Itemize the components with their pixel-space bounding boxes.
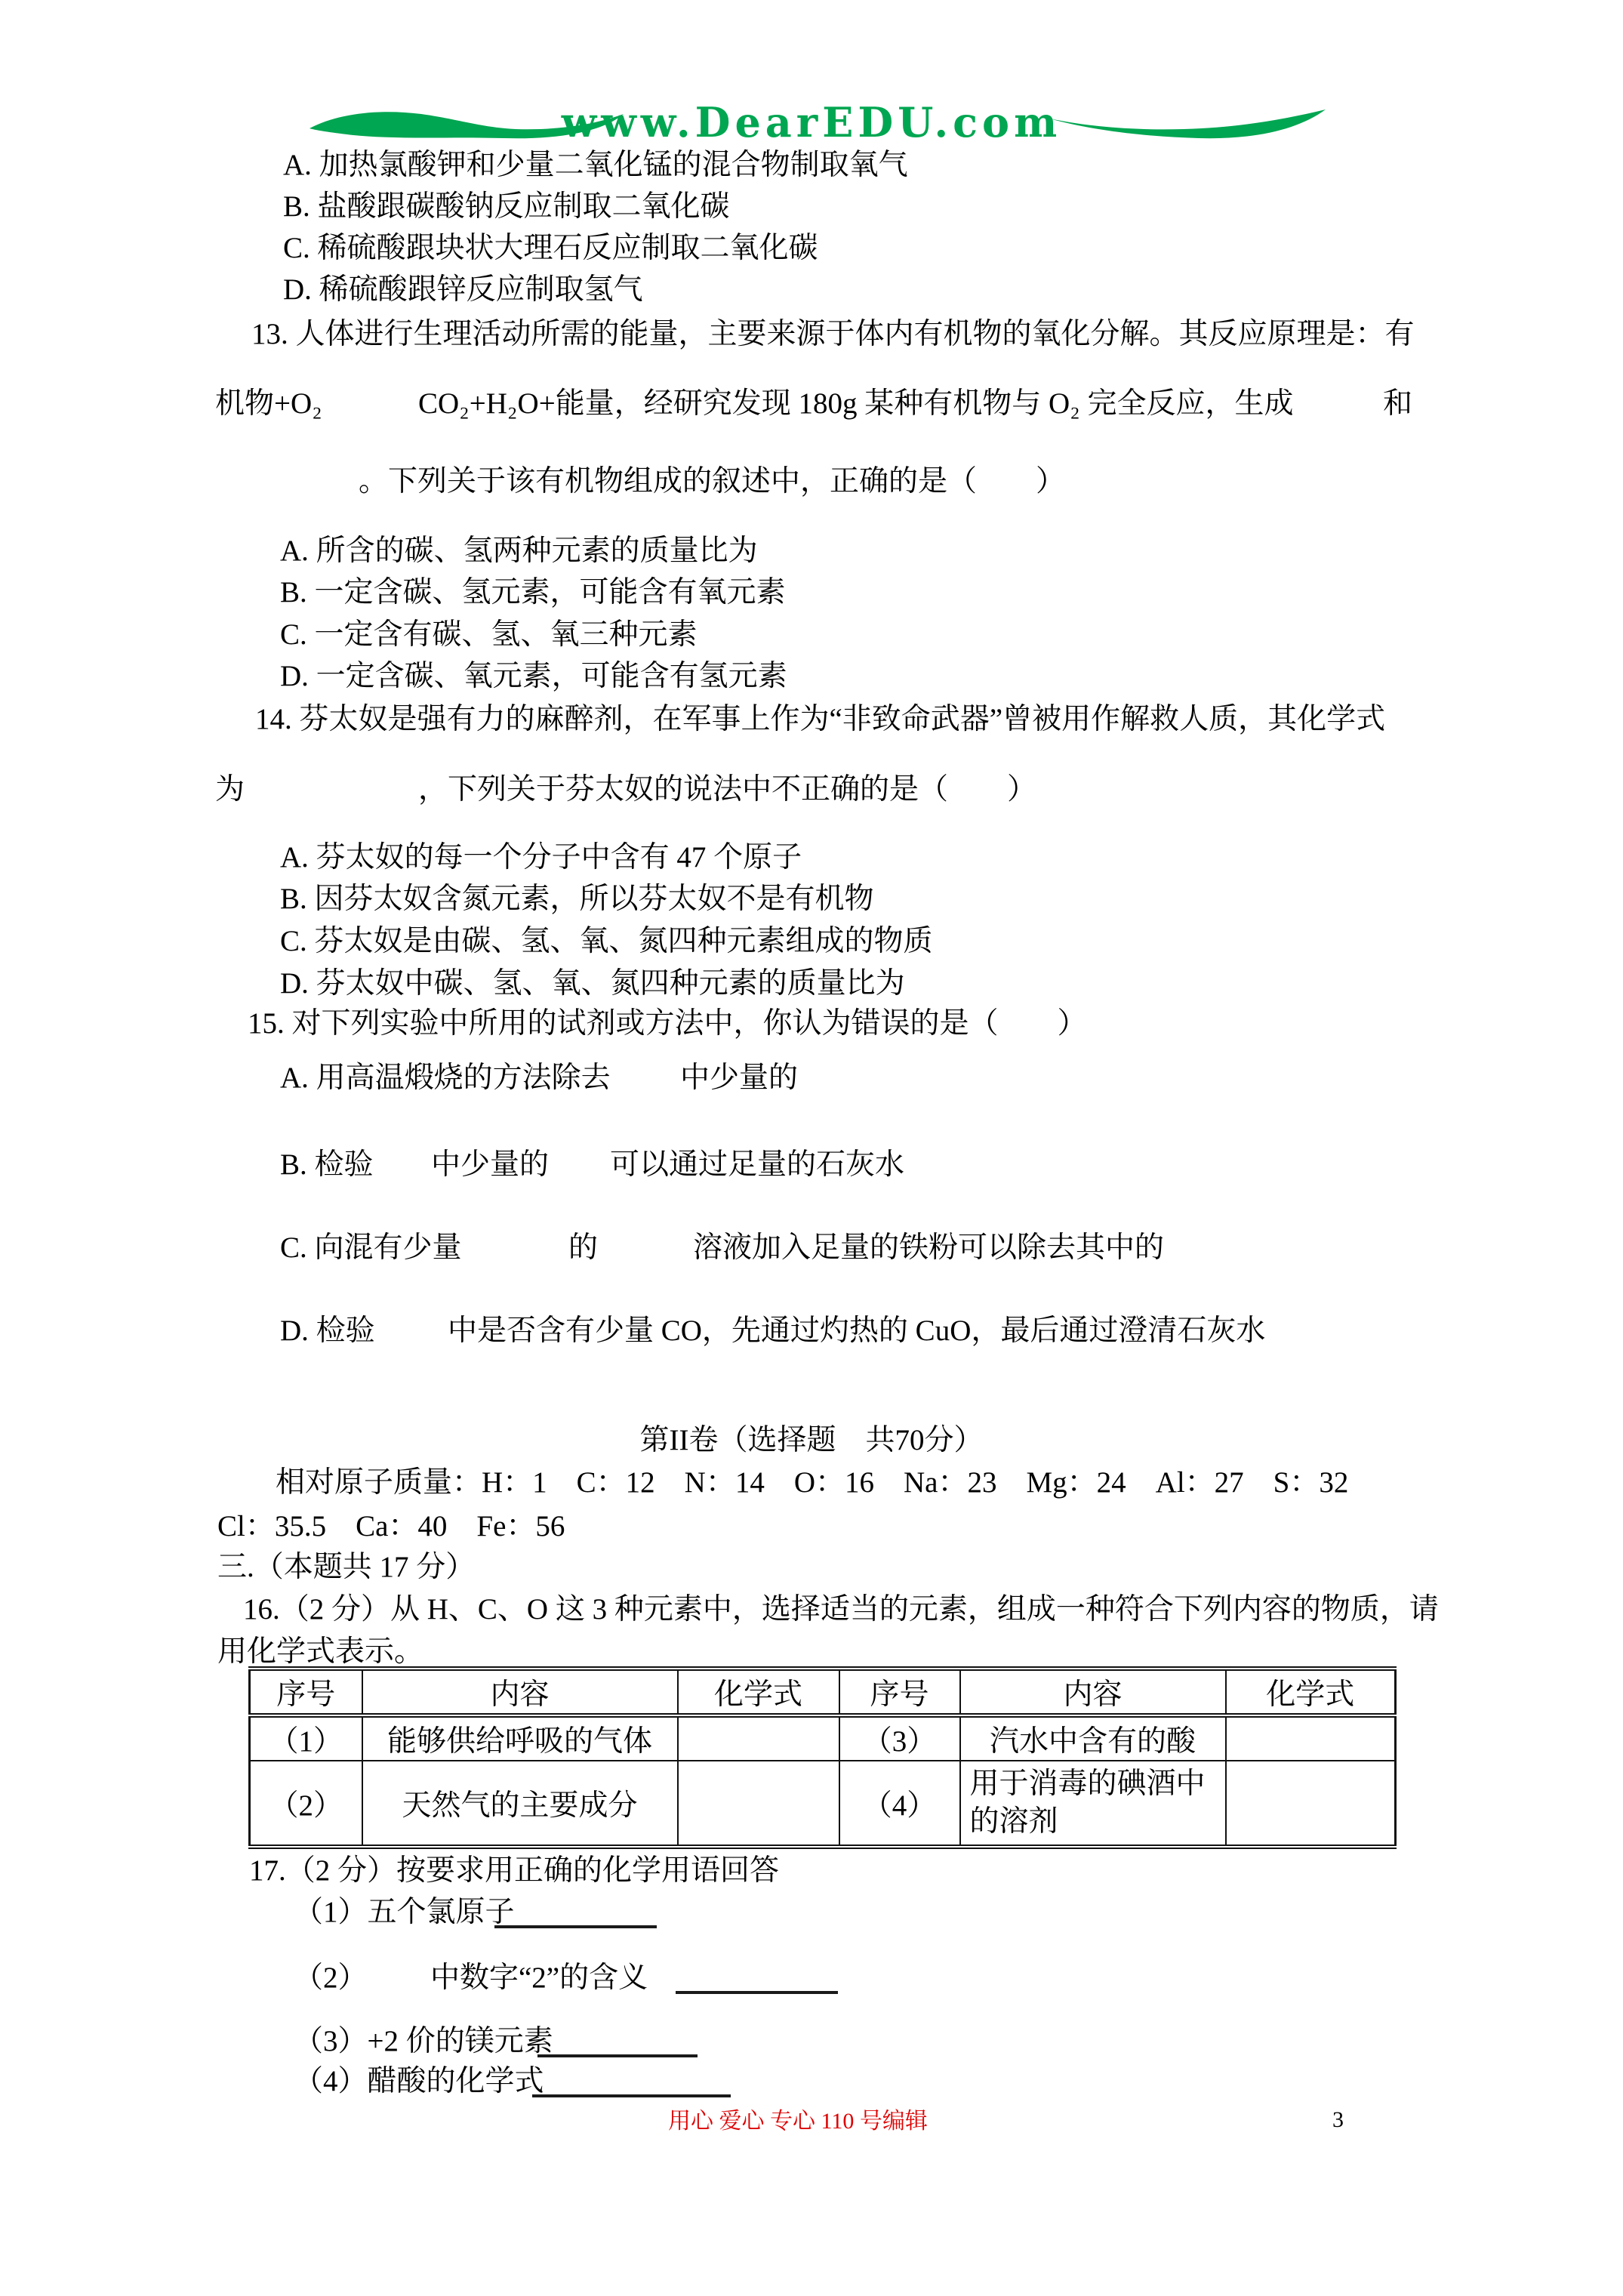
question-15-option-a-part-2: 中少量的 bbox=[680, 1062, 799, 1094]
swoosh-right-icon bbox=[1048, 106, 1329, 139]
table-row bbox=[250, 1761, 1396, 1847]
table-cell-number: （4） bbox=[839, 1761, 960, 1847]
question-15-option-d-part-1: D. 检验 bbox=[280, 1314, 375, 1347]
question-17-item-2-part-2: 中数字“2”的含义 bbox=[430, 1962, 648, 1994]
question-17-item-4: （4）醋酸的化学式 bbox=[294, 2065, 544, 2097]
table-cell-number: （2） bbox=[250, 1761, 362, 1847]
question-14-option-a: A. 芬太奴的每一个分子中含有 47 个原子 bbox=[280, 841, 802, 874]
logo-text: www.DearEDU.com bbox=[561, 98, 1062, 146]
table-cell-content: 用于消毒的碘酒中的溶剂 bbox=[960, 1761, 1226, 1847]
answer-blank-4 bbox=[532, 2066, 731, 2097]
question-14-line-2-part-1: 为 bbox=[215, 773, 245, 806]
table-header-huaxueshi-1: 化学式 bbox=[678, 1669, 839, 1715]
question-13-option-a: A. 所含的碳、氢两种元素的质量比为 bbox=[280, 535, 758, 567]
section-3-heading: 三.（本题共 17 分） bbox=[217, 1551, 476, 1583]
question-15-line-1: 15. 对下列实验中所用的试剂或方法中，你认为错误的是（ ） bbox=[248, 1007, 1087, 1040]
table-cell-number: （3） bbox=[839, 1715, 960, 1761]
table-row bbox=[250, 1715, 1396, 1761]
question-12-option-c: C. 稀硫酸跟块状大理石反应制取二氧化碳 bbox=[283, 232, 818, 264]
question-16-line-2: 用化学式表示。 bbox=[217, 1635, 424, 1668]
question-13-option-d: D. 一定含碳、氧元素，可能含有氢元素 bbox=[280, 660, 787, 692]
question-14-option-b: B. 因芬太奴含氮元素，所以芬太奴不是有机物 bbox=[280, 883, 874, 915]
question-17-item-2-part-1: （2） bbox=[294, 1962, 368, 1994]
table-header-xuhao-1: 序号 bbox=[250, 1669, 362, 1715]
question-17-item-1: （1）五个氯原子 bbox=[294, 1896, 515, 1928]
table-header-neirong-2: 内容 bbox=[960, 1669, 1226, 1715]
table-header-xuhao-2: 序号 bbox=[839, 1669, 960, 1715]
question-13-line-2-part-2: CO₂+H₂O+能量，经研究发现 180g 某种有机物与 O₂ 完全反应，生成 bbox=[418, 387, 1294, 420]
question-15-option-b-part-1: B. 检验 bbox=[280, 1148, 374, 1181]
table-cell-formula-blank bbox=[1226, 1715, 1396, 1761]
question-14-line-2-part-2: ，下列关于芬太奴的说法中不正确的是（ ） bbox=[418, 773, 1037, 806]
table-cell-formula-blank bbox=[678, 1715, 839, 1761]
question-13-option-c: C. 一定含有碳、氢、氧三种元素 bbox=[280, 618, 698, 651]
table-cell-formula-blank bbox=[678, 1761, 839, 1847]
question-15-option-b-part-2: 中少量的 bbox=[431, 1148, 550, 1181]
question-15-option-c-part-1: C. 向混有少量 bbox=[280, 1231, 462, 1264]
question-13-line-2-part-3: 和 bbox=[1383, 387, 1413, 420]
question-13-line-3: 。下列关于该有机物组成的叙述中，正确的是（ ） bbox=[359, 465, 1066, 498]
question-17-item-3: （3）+2 价的镁元素 bbox=[294, 2025, 553, 2057]
table-cell-content: 能够供给呼吸的气体 bbox=[362, 1715, 678, 1761]
table-cell-content: 汽水中含有的酸 bbox=[960, 1715, 1226, 1761]
question-16-line-1: 16.（2 分）从 H、C、O 这 3 种元素中，选择适当的元素，组成一种符合下列内容的物质，请 bbox=[243, 1593, 1439, 1626]
answer-blank-3 bbox=[537, 2026, 698, 2057]
question-12-option-d: D. 稀硫酸跟锌反应制取氢气 bbox=[283, 273, 643, 306]
atomic-mass-line-2: Cl：35.5 Ca：40 Fe：56 bbox=[217, 1510, 565, 1542]
question-15-option-c-part-2: 的 bbox=[568, 1231, 599, 1264]
question-15-option-b-part-3: 可以通过足量的石灰水 bbox=[610, 1148, 905, 1181]
question-14-option-c: C. 芬太奴是由碳、氢、氧、氮四种元素组成的物质 bbox=[280, 925, 933, 957]
table-cell-formula-blank bbox=[1226, 1761, 1396, 1847]
section-2-title: 第II卷（选择题 共70分） bbox=[639, 1424, 984, 1456]
question-13-option-b: B. 一定含碳、氢元素，可能含有氧元素 bbox=[280, 576, 786, 609]
question-15-option-a-part-1: A. 用高温煅烧的方法除去 bbox=[280, 1062, 611, 1094]
table-header-neirong-1: 内容 bbox=[362, 1669, 678, 1715]
atomic-mass-line-1: 相对原子质量：H：1 C：12 N：14 O：16 Na：23 Mg：24 Al：27 S：32 bbox=[276, 1466, 1349, 1499]
table-header-huaxueshi-2: 化学式 bbox=[1226, 1669, 1396, 1715]
question-15-option-d-part-2: 中是否含有少量 CO，先通过灼热的 CuO，最后通过澄清石灰水 bbox=[448, 1314, 1266, 1347]
question-14-line-1: 14. 芬太奴是强有力的麻醉剂，在军事上作为“非致命武器”曾被用作解救人质，其化学式 bbox=[255, 703, 1386, 735]
question-15-option-c-part-3: 溶液加入足量的铁粉可以除去其中的 bbox=[693, 1231, 1165, 1264]
question-14-option-d: D. 芬太奴中碳、氢、氧、氮四种元素的质量比为 bbox=[280, 967, 905, 1000]
page-number: 3 bbox=[1332, 2107, 1344, 2132]
chemical-formula-table bbox=[248, 1666, 1397, 1849]
answer-blank-1 bbox=[494, 1897, 657, 1928]
answer-blank-2 bbox=[676, 1962, 838, 1994]
footer-motto: 用心 爱心 专心 110 号编辑 bbox=[668, 2109, 928, 2134]
table-cell-content: 天然气的主要成分 bbox=[362, 1761, 678, 1847]
question-12-option-b: B. 盐酸跟碳酸钠反应制取二氧化碳 bbox=[283, 190, 730, 223]
question-13-line-2-part-1: 机物+O₂ bbox=[215, 387, 322, 420]
question-12-option-a: A. 加热氯酸钾和少量二氧化锰的混合物制取氧气 bbox=[283, 149, 908, 181]
question-17-line-1: 17.（2 分）按要求用正确的化学用语回答 bbox=[249, 1854, 780, 1887]
table-cell-number: （1） bbox=[250, 1715, 362, 1761]
question-13-line-1: 13. 人体进行生理活动所需的能量，主要来源于体内有机物的氧化分解。其反应原理是：有 bbox=[251, 318, 1415, 350]
